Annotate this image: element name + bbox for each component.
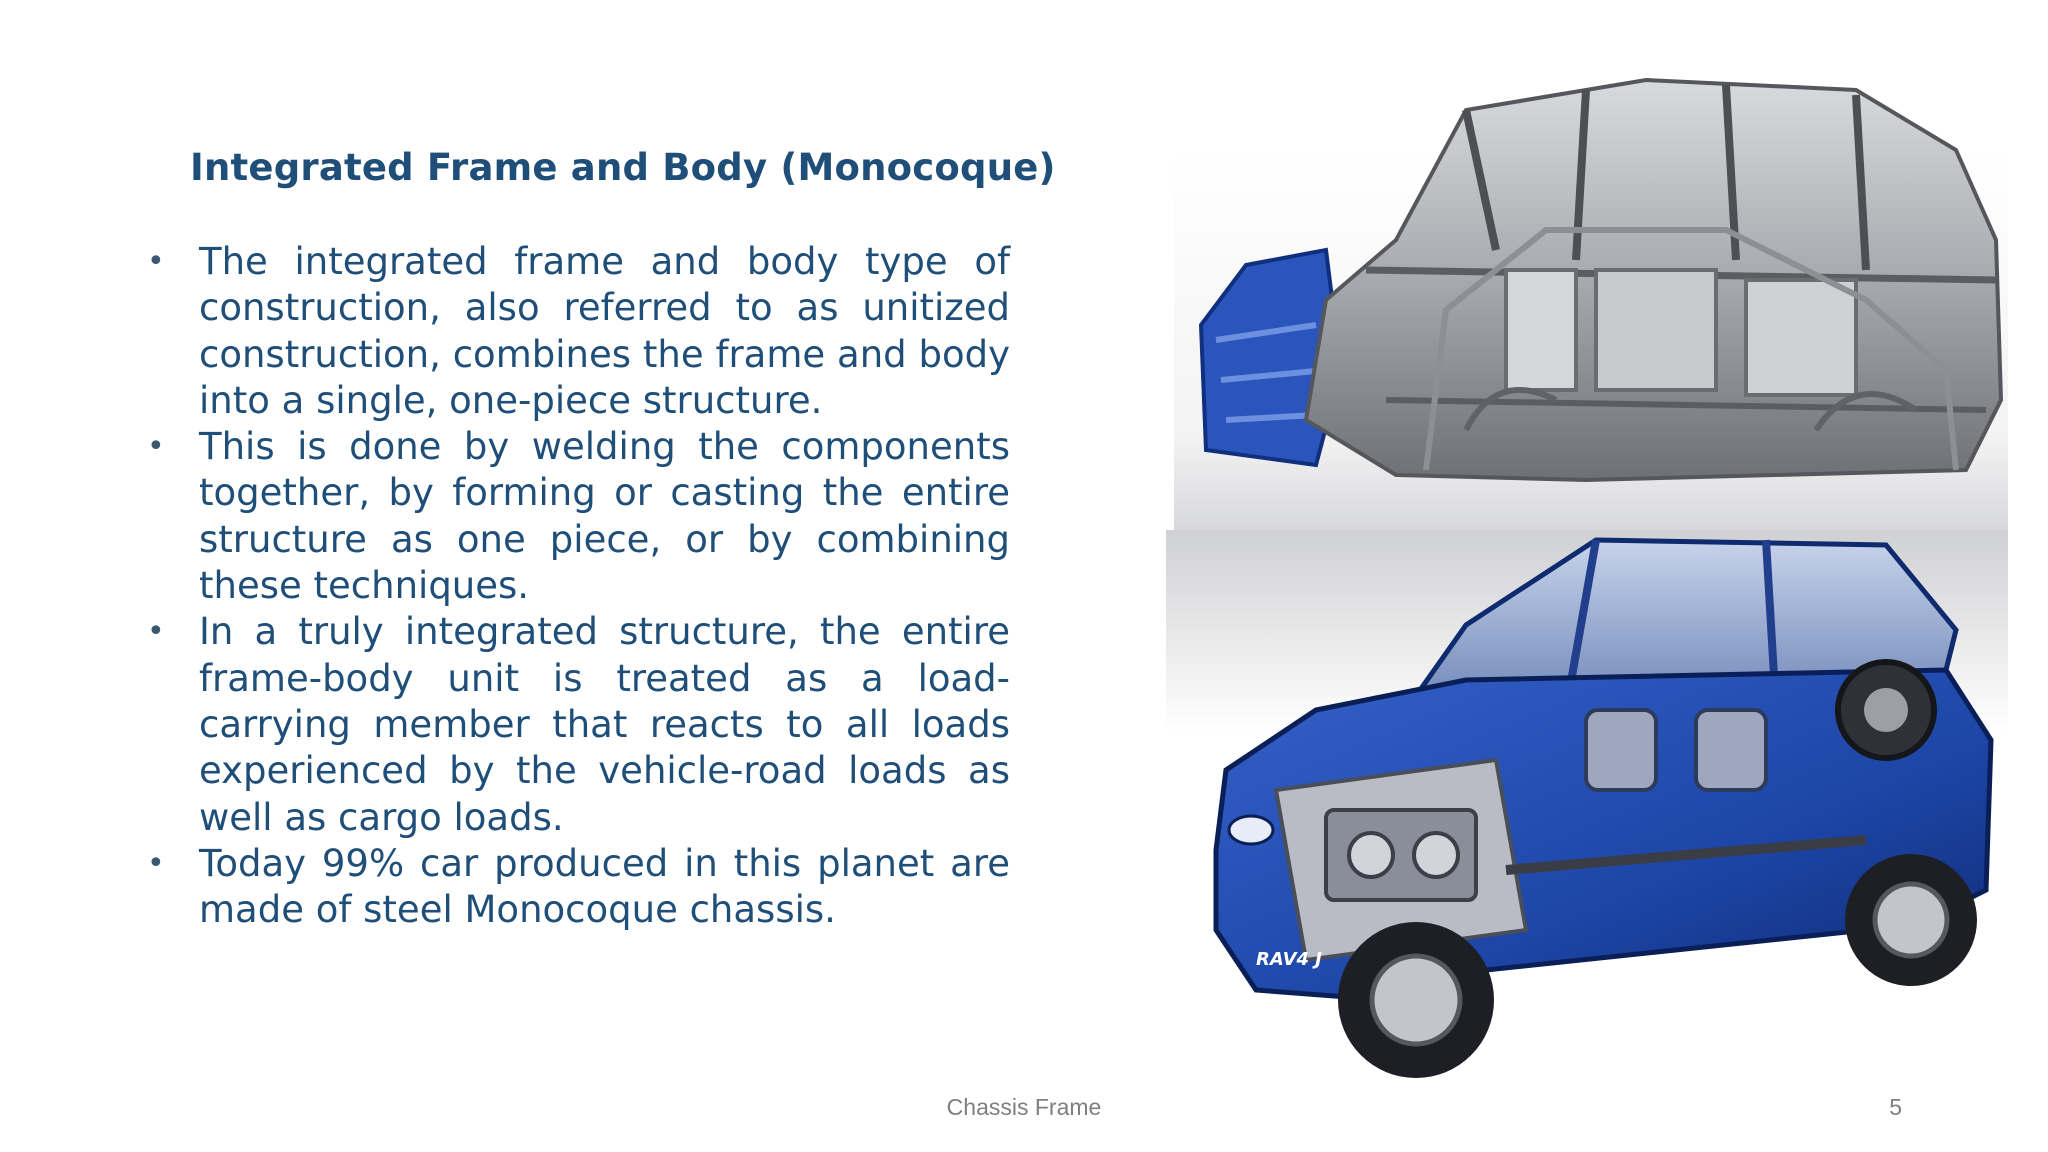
bullet-glyph: • [147,429,165,465]
footer-title: Chassis Frame [946,1094,1102,1120]
bullet-glyph: • [147,614,165,650]
bullet-glyph: • [147,244,165,279]
slide-title: Integrated Frame and Body (Monocoque) [190,146,1056,189]
bullet-text: Today 99% car produced in this planet are made of steel Monocoque chassis. [199,841,1010,932]
bullet-item [140,424,1010,609]
bullet-glyph: • [147,845,165,881]
bullet-list [140,239,1010,933]
bullet-text: The integrated frame and body type of construction, also referred to as unitized construction, combines the frame and body into a single, one-piece structure. [199,240,1010,422]
car-badge-text: RAV4 J [1256,949,1322,970]
cutaway-suv-image [1166,530,2008,1110]
monocoque-illustration [1166,70,2008,1110]
bullet-item [140,609,1010,840]
body-in-white-image [1174,80,2008,530]
bullet-item [140,239,1010,424]
bullet-item [140,841,1010,934]
car-illustration-svg [1166,70,2008,1110]
bullet-text: In a truly integrated structure, the entire frame-body unit is treated as a load-carrying member that reacts to all loads experienced by the vehicle-road loads as well as cargo loads. [199,610,1010,839]
page-number: 5 [1889,1094,1902,1120]
bullet-text: This is done by welding the components together, by forming or casting the entire structure as one piece, or by combining these techniques. [199,425,1010,608]
